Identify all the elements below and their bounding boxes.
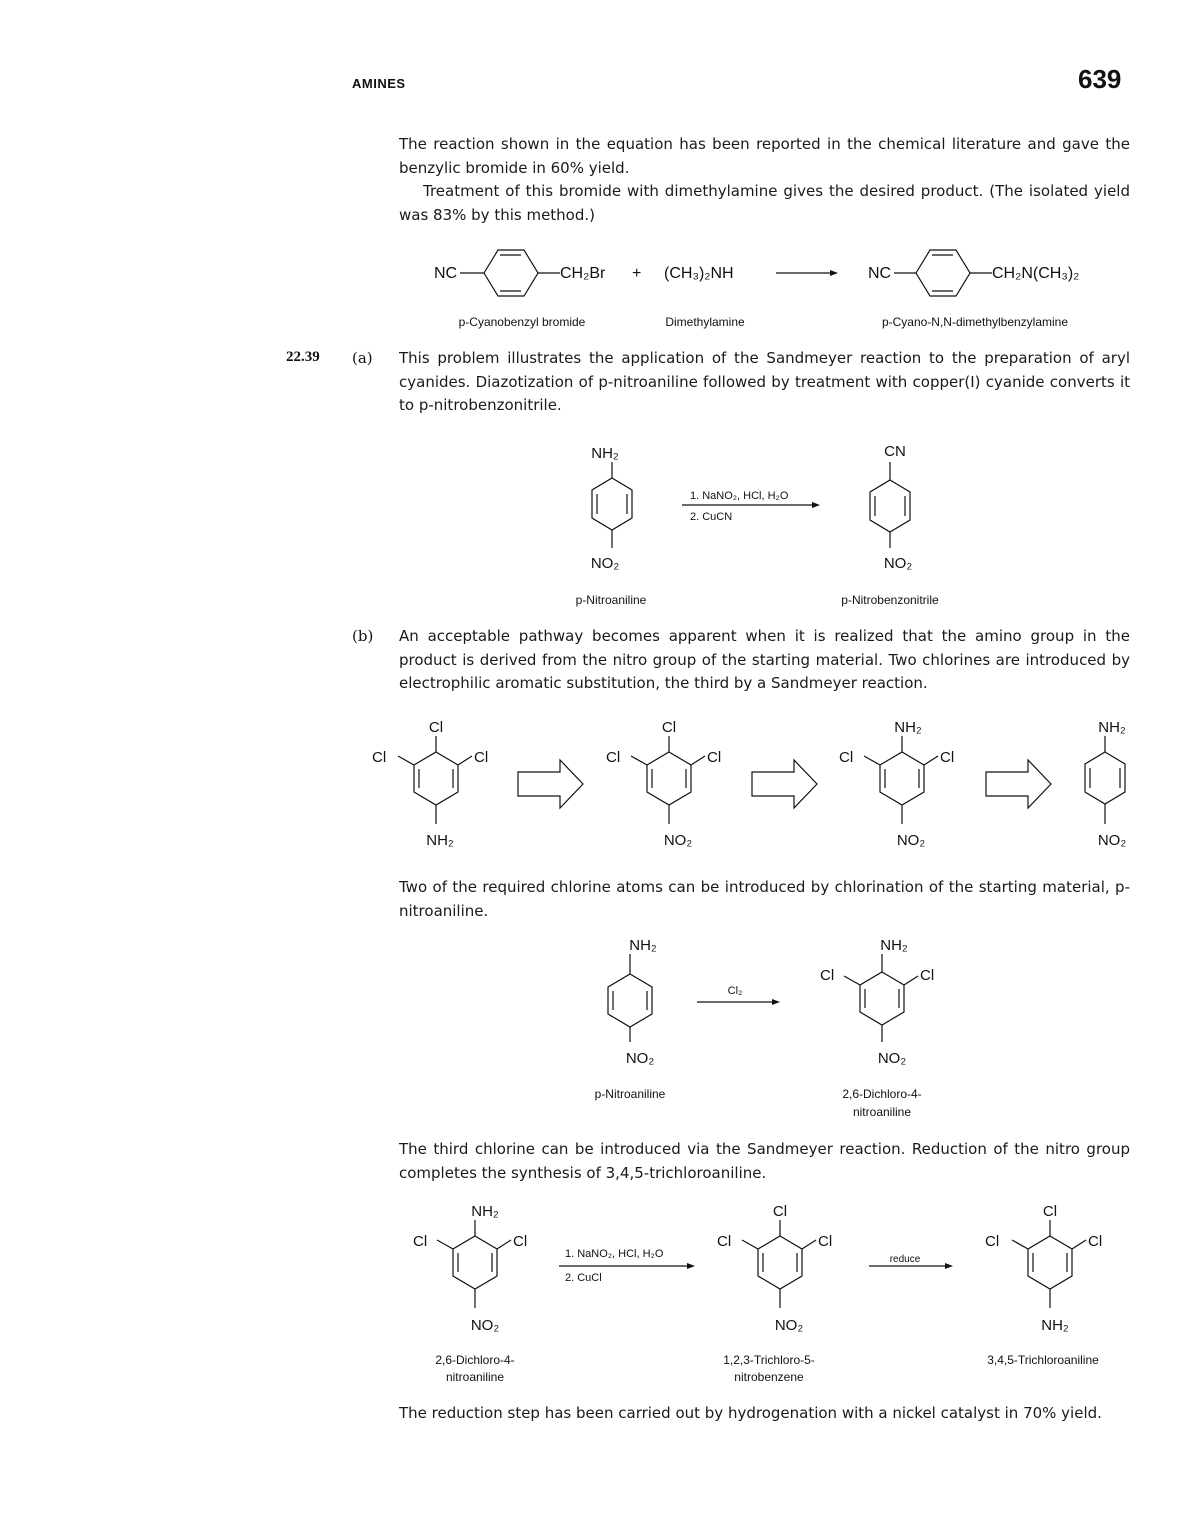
caption-dichloronitroaniline-2: nitroaniline <box>445 1370 505 1384</box>
molecule-trichloronitrobenzene <box>717 1203 832 1334</box>
nh2-label-product: NH₂ <box>880 937 908 954</box>
reagent-step-1: 1. NaNO₂, HCl, H₂O <box>690 490 789 502</box>
cl-label: Cl <box>920 967 935 984</box>
reagent-step-2: 2. CuCl <box>565 1272 602 1284</box>
caption-cyanobenzyl-bromide: p-Cyanobenzyl bromide <box>458 315 586 329</box>
retro-arrow-3 <box>986 760 1051 808</box>
caption-dimethylamine: Dimethylamine <box>665 315 745 329</box>
cl-label: Cl <box>1042 1203 1058 1220</box>
reagent-step-1: 1. NaNO₂, HCl, H₂O <box>565 1248 664 1260</box>
cl-label: Cl <box>772 1203 788 1220</box>
cl-label: Cl <box>428 719 444 736</box>
part-a-text <box>399 347 1130 418</box>
reagent-step-2: 2. CuCN <box>690 511 733 523</box>
final-paragraph: The reduction step has been carried out by hydrogenation with a nickel catalyst in 70% yield. <box>399 1404 1102 1422</box>
part-b-text <box>399 625 1130 696</box>
cl-label: Cl <box>717 1233 732 1250</box>
scheme-benzyl-bromide-amination <box>420 240 1120 340</box>
benzene-ring-2 <box>916 250 970 296</box>
no2-label: NO₂ <box>470 1317 500 1334</box>
cl-label: Cl <box>413 1233 428 1250</box>
retro-arrow-1 <box>518 760 583 808</box>
molecule-trichloroaniline <box>985 1203 1102 1334</box>
no2-label: NO₂ <box>625 1050 655 1067</box>
nc-label: NC <box>434 265 458 282</box>
cl-label: Cl <box>940 749 955 766</box>
no2-label: NO₂ <box>896 832 926 849</box>
nh2-label: NH₂ <box>426 832 454 849</box>
scheme-retrosynthesis <box>360 712 1140 862</box>
nh2-label: NH₂ <box>894 719 922 736</box>
scheme-chlorination <box>560 930 980 1125</box>
cl-label: Cl <box>820 967 835 984</box>
third-chlorine-text <box>399 1138 1130 1185</box>
caption-product: p-Cyano-N,N-dimethylbenzylamine <box>881 315 1069 329</box>
benzene-ring-nitrobenzonitrile <box>870 480 910 532</box>
nh2-label: NH₂ <box>1041 1317 1069 1334</box>
benzene-ring-nitroaniline <box>592 478 632 530</box>
cl-label: Cl <box>606 749 621 766</box>
nh2-label: NH₂ <box>629 937 657 954</box>
third-chlorine-paragraph: The third chlorine can be introduced via the Sandmeyer reaction. Reduction of the nitro group completes the synthesis of 3,4,5-trichloroaniline. <box>399 1140 1130 1182</box>
dimethylamine-formula: (CH₃)₂NH <box>664 265 734 282</box>
cl-label: Cl <box>661 719 677 736</box>
page-number: 639 <box>1078 64 1122 94</box>
ch2br-label: CH₂Br <box>560 265 606 282</box>
molecule-trichloroaniline <box>372 719 488 849</box>
caption-p-nitrobenzonitrile: p-Nitrobenzonitrile <box>841 593 939 607</box>
molecule-dichloronitroaniline <box>839 719 954 849</box>
chlorination-paragraph: Two of the required chlorine atoms can be introduced by chlorination of the starting material, p-nitroaniline. <box>399 878 1130 920</box>
cl-label: Cl <box>513 1233 528 1250</box>
nh2-label: NH₂ <box>1098 719 1126 736</box>
cl-label: Cl <box>474 749 489 766</box>
cn-label: CN <box>884 443 906 460</box>
part-a-paragraph: This problem illustrates the application of the Sandmeyer reaction to the preparation of aryl cyanides. Diazotization of p-nitroaniline followed by treatment with copper(I) cyanide converts it to p-nitrobenzonitrile. <box>399 349 1130 414</box>
scheme-sandmeyer-cyanide <box>560 438 980 613</box>
no2-label: NO₂ <box>774 1317 804 1334</box>
no2-label: NO₂ <box>590 555 620 572</box>
intro-text <box>399 133 1130 227</box>
retro-arrow-2 <box>752 760 817 808</box>
plus-sign: + <box>632 265 642 282</box>
nh2-label: NH₂ <box>471 1203 499 1220</box>
part-b-paragraph: An acceptable pathway becomes apparent when it is realized that the amino group in the product is derived from the nitro group of the starting material. Two chlorines are introduced by electrophilic aromatic substitution, the third by a Sandmeyer reaction. <box>399 627 1130 692</box>
caption-dichloronitroaniline-1: 2,6-Dichloro-4- <box>842 1087 922 1101</box>
cl-label: Cl <box>372 749 387 766</box>
caption-p-nitroaniline: p-Nitroaniline <box>594 1087 666 1101</box>
nc-label-product: NC <box>868 265 892 282</box>
part-a-label: (a) <box>352 349 373 367</box>
nh2-label: NH₂ <box>591 445 619 462</box>
section-header: AMINES <box>352 76 406 91</box>
part-b-label: (b) <box>352 627 374 645</box>
final-text <box>399 1402 1139 1426</box>
intro-paragraph-1: The reaction shown in the equation has been reported in the chemical literature and gave the benzylic bromide in 60% yield. <box>399 135 1130 177</box>
chlorination-text <box>399 876 1130 923</box>
reagent-reduce: reduce <box>889 1254 921 1265</box>
cl-label: Cl <box>818 1233 833 1250</box>
caption-dichloronitroaniline-2: nitroaniline <box>852 1105 912 1119</box>
molecule-p-nitroaniline <box>1085 719 1126 849</box>
intro-paragraph-2: Treatment of this bromide with dimethylamine gives the desired product. (The isolated yield was 83% by this method.) <box>399 182 1130 224</box>
no2-label-product: NO₂ <box>877 1050 907 1067</box>
caption-trichloronitrobenzene-1: 1,2,3-Trichloro-5- <box>723 1353 815 1367</box>
product-group-label: CH₂N(CH₃)₂ <box>992 265 1080 282</box>
no2-label: NO₂ <box>1097 832 1127 849</box>
problem-number: 22.39 <box>286 349 320 365</box>
caption-p-nitroaniline: p-Nitroaniline <box>575 593 647 607</box>
no2-label-product: NO₂ <box>883 555 913 572</box>
cl-label: Cl <box>1088 1233 1103 1250</box>
benzene-ring-nitroaniline <box>608 974 652 1027</box>
benzene-ring-1 <box>484 250 538 296</box>
caption-trichloronitrobenzene-2: nitrobenzene <box>734 1370 804 1384</box>
cl-label: Cl <box>839 749 854 766</box>
reagent-cl2: Cl₂ <box>727 985 743 997</box>
molecule-dichloronitroaniline <box>413 1203 527 1334</box>
cl-label: Cl <box>707 749 722 766</box>
cl-label: Cl <box>985 1233 1000 1250</box>
no2-label: NO₂ <box>663 832 693 849</box>
scheme-sandmeyer-reduction <box>395 1196 1135 1391</box>
molecule-trichloronitrobenzene <box>606 719 721 849</box>
caption-dichloronitroaniline-1: 2,6-Dichloro-4- <box>435 1353 515 1367</box>
benzene-ring-dichloronitroaniline <box>860 972 904 1025</box>
caption-trichloroaniline: 3,4,5-Trichloroaniline <box>987 1353 1099 1367</box>
